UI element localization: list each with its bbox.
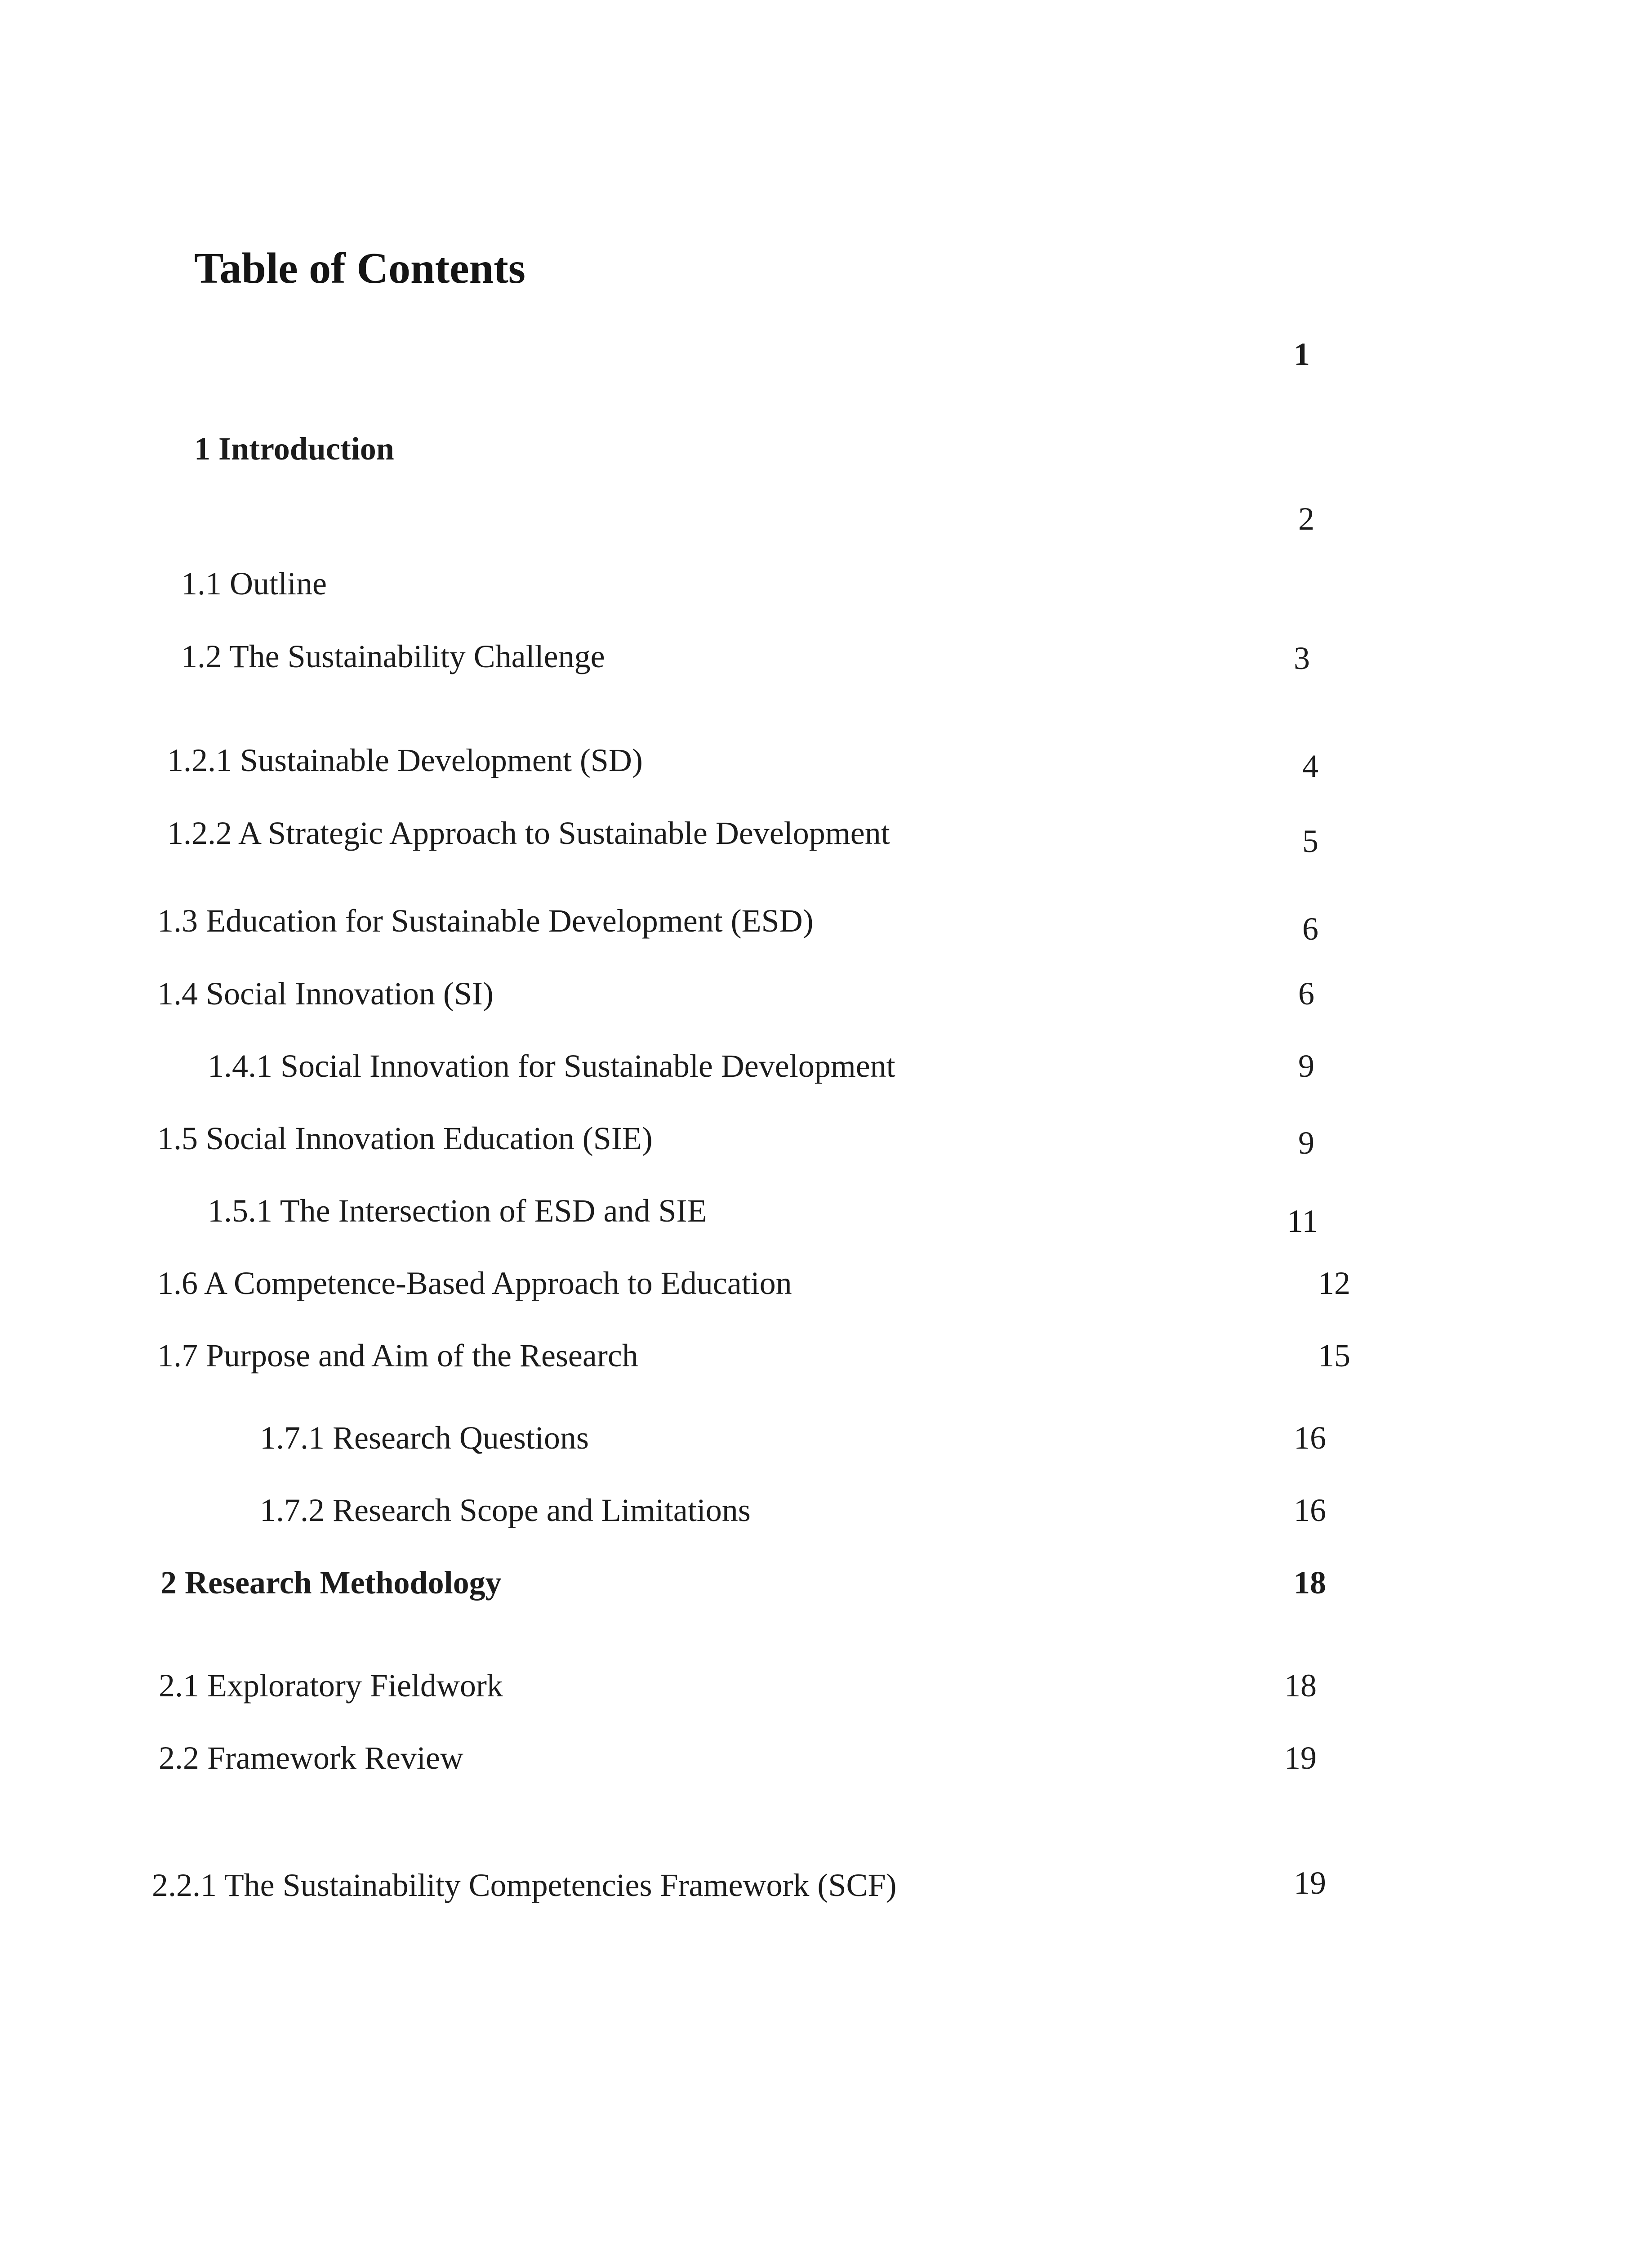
toc-entry: 2.2 Framework Review (159, 1740, 463, 1776)
toc-page-number: 16 (1294, 1492, 1326, 1528)
toc-page-number: 16 (1294, 1420, 1326, 1456)
toc-page-number: 19 (1294, 1865, 1326, 1901)
toc-page-number: 15 (1318, 1338, 1350, 1374)
page-title: Table of Contents (194, 244, 525, 293)
toc-entry: 1.7 Purpose and Aim of the Research (157, 1338, 638, 1374)
toc-entry: 1.4 Social Innovation (SI) (157, 976, 494, 1012)
toc-page-number: 3 (1294, 640, 1310, 676)
toc-entry: 2.2.1 The Sustainability Competencies Framework (SCF) (152, 1867, 897, 1903)
toc-page-number: 11 (1287, 1203, 1318, 1239)
toc-entry: 1.1 Outline (181, 566, 327, 602)
toc-page-number: 19 (1284, 1740, 1317, 1776)
toc-page-number: 6 (1298, 976, 1314, 1012)
toc-entry: 1.5 Social Innovation Education (SIE) (157, 1120, 653, 1156)
toc-entry: 1.4.1 Social Innovation for Sustainable Development (208, 1048, 895, 1084)
toc-entry: 1.7.2 Research Scope and Limitations (260, 1492, 751, 1528)
toc-entry: 2.1 Exploratory Fieldwork (159, 1668, 503, 1704)
toc-entry: 1.2 The Sustainability Challenge (181, 638, 605, 674)
toc-page-number: 2 (1298, 501, 1314, 537)
toc-entry: 1.2.1 Sustainable Development (SD) (167, 742, 643, 778)
toc-page-number: 18 (1284, 1668, 1317, 1704)
toc-entry: 1 Introduction (194, 431, 394, 467)
toc-page-number: 6 (1302, 911, 1318, 947)
toc-page-number: 1 (1294, 336, 1310, 372)
toc-page-number: 9 (1298, 1125, 1314, 1161)
toc-page-number: 5 (1302, 823, 1318, 859)
toc-page-number: 4 (1302, 748, 1318, 784)
toc-entry: 2 Research Methodology (160, 1565, 502, 1601)
toc-page-number: 12 (1318, 1265, 1350, 1301)
toc-entry: 1.7.1 Research Questions (260, 1420, 589, 1456)
toc-entry: 1.3 Education for Sustainable Development (ESD) (157, 903, 814, 939)
toc-entry: 1.2.2 A Strategic Approach to Sustainable Development (167, 815, 890, 851)
toc-page-number: 9 (1298, 1048, 1314, 1084)
toc-page-number: 18 (1294, 1565, 1326, 1601)
toc-entry: 1.5.1 The Intersection of ESD and SIE (208, 1193, 707, 1229)
toc-entry: 1.6 A Competence-Based Approach to Education (157, 1265, 792, 1301)
